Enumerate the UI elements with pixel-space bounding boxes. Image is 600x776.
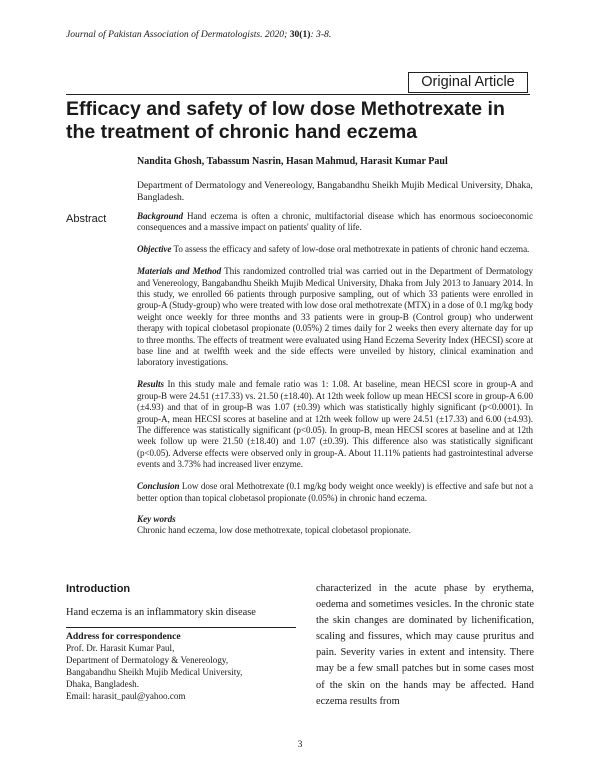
abstract-heading: Abstract: [66, 213, 107, 225]
background-text: Hand eczema is often a chronic, multifactorial disease which has enormous socioeconomic consequences and a massive impact on patients' quality of life.: [137, 211, 533, 233]
journal-volume: 30(1): [289, 29, 311, 40]
journal-citation: [66, 29, 536, 41]
correspondence-line: Department of Dermatology & Venereology,: [66, 654, 229, 665]
objective-text: To assess the efficacy and safety of low-dose oral methotrexate in patients of chronic hand eczema.: [171, 244, 530, 255]
conclusion-text: Low dose oral Methotrexate (0.1 mg/kg body weight once weekly) is effective and safe but not a better option than topical clobetasol propionate (0.05%) in chronic hand eczema.: [137, 481, 533, 503]
abstract-objective: [137, 244, 533, 255]
introduction-first-line: Hand eczema is an inflammatory skin disease: [66, 607, 256, 618]
correspondence-line: Prof. Dr. Harasit Kumar Paul,: [66, 643, 175, 653]
correspondence-line: Bangabandhu Sheikh Mujib Medical University,: [66, 666, 243, 677]
author-list: Nandita Ghosh, Tabassum Nasrin, Hasan Mahmud, Harasit Kumar Paul: [137, 156, 448, 167]
results-text: In this study male and female ratio was 1: 1.08. At baseline, mean HECSI score in group-A and group-B were 24.51 (±17.33) vs. 21.50 (±18.40). At 12th week follow up mean HECSI score in group-A 6.00 (±4.93) and that of in group-B was 1.07 (±0.39) which was statistically highly significant (p<0.0001). In group-A, mean HECSI scores at baseline and at 12th week follow up were 24.51 (±17.33) and 6.00 (±4.93). The difference was statistically significant (p<0.05). In group-B, mean HECSI scores at baseline and at 12th week follow up were 21.50 (±18.40) and 1.07 (±0.39). This difference also was statistically significant (p<0.05). Adverse effects were observed only in group-A. About 11.11% patients had gastrointestinal adverse events and 3.73% had increased liver enzyme.: [137, 379, 533, 470]
abstract-methods: [137, 266, 533, 369]
methods-text: This randomized controlled trial was carried out in the Department of Dermatology and Venereology, Bangabandhu Sheikh Mujib Medical University, Dhaka from July 2013 to January 2014. In this study, we enrolled 66 patients through purposive sampling, out of which 33 patients were enrolled in group-A (Study-group) who were treated with low dose oral methotrexate (MTX) in a dose of 0.1 mg/kg body weight once weekly for three months and 33 patients were in group-B (Control group) who underwent therapy with topical clobetasol propionate (0.05%) 2 times daily for 2 weeks then every alternate day for up to three months. The effects of treatment were evaluated using Hand Eczema Severity Index (HECSI) score at base line and at twelfth week and the side effects were unveiled by history, clinical examination and laboratory investigations.: [137, 266, 533, 368]
introduction-heading: Introduction: [66, 583, 131, 595]
objective-label: Objective: [137, 244, 172, 255]
abstract-conclusion: [137, 481, 533, 504]
correspondence-heading: Address for correspondence: [66, 631, 181, 642]
background-label: Background: [137, 211, 183, 221]
journal-pages: : 3-8.: [310, 29, 332, 40]
title-rule: [66, 94, 530, 95]
abstract-body: [137, 211, 533, 537]
article-type-badge: Original Article: [408, 72, 528, 93]
keywords-heading: Key words: [137, 513, 176, 524]
paper-title: Efficacy and safety of low dose Methotrexate in the treatment of chronic hand eczema: [66, 98, 505, 143]
correspondence-line: Dhaka, Bangladesh.: [66, 678, 139, 689]
introduction-right-column: characterized in the acute phase by erythema, oedema and sometimes vesicles. In the chronic state the skin changes are dominated by lichenification, scaling and fissures, which may cause pruritus and pain. Severity varies in extent and intensity. There may be a few small patches but in some cases most of the skin on the hands may be affected. Hand eczema results from: [316, 583, 534, 707]
results-label: Results: [137, 379, 164, 390]
methods-label: Materials and Method: [137, 266, 222, 277]
abstract-results: [137, 379, 533, 470]
correspondence-box: [66, 627, 296, 703]
page-number: 3: [297, 739, 303, 750]
keywords-text: Chronic hand eczema, low dose methotrexate, topical clobetasol propionate.: [137, 525, 411, 536]
journal-name: Journal of Pakistan Association of Dermatologists: [66, 29, 261, 40]
correspondence-email: Email: harasit_paul@yahoo.com: [66, 690, 186, 701]
abstract-background: [137, 211, 533, 234]
conclusion-label: Conclusion: [137, 481, 180, 492]
affiliation: Department of Dermatology and Venereology, Bangabandhu Sheikh Mujib Medical University, Dhaka, Bangladesh.: [137, 180, 533, 203]
journal-year: . 2020;: [260, 29, 290, 40]
